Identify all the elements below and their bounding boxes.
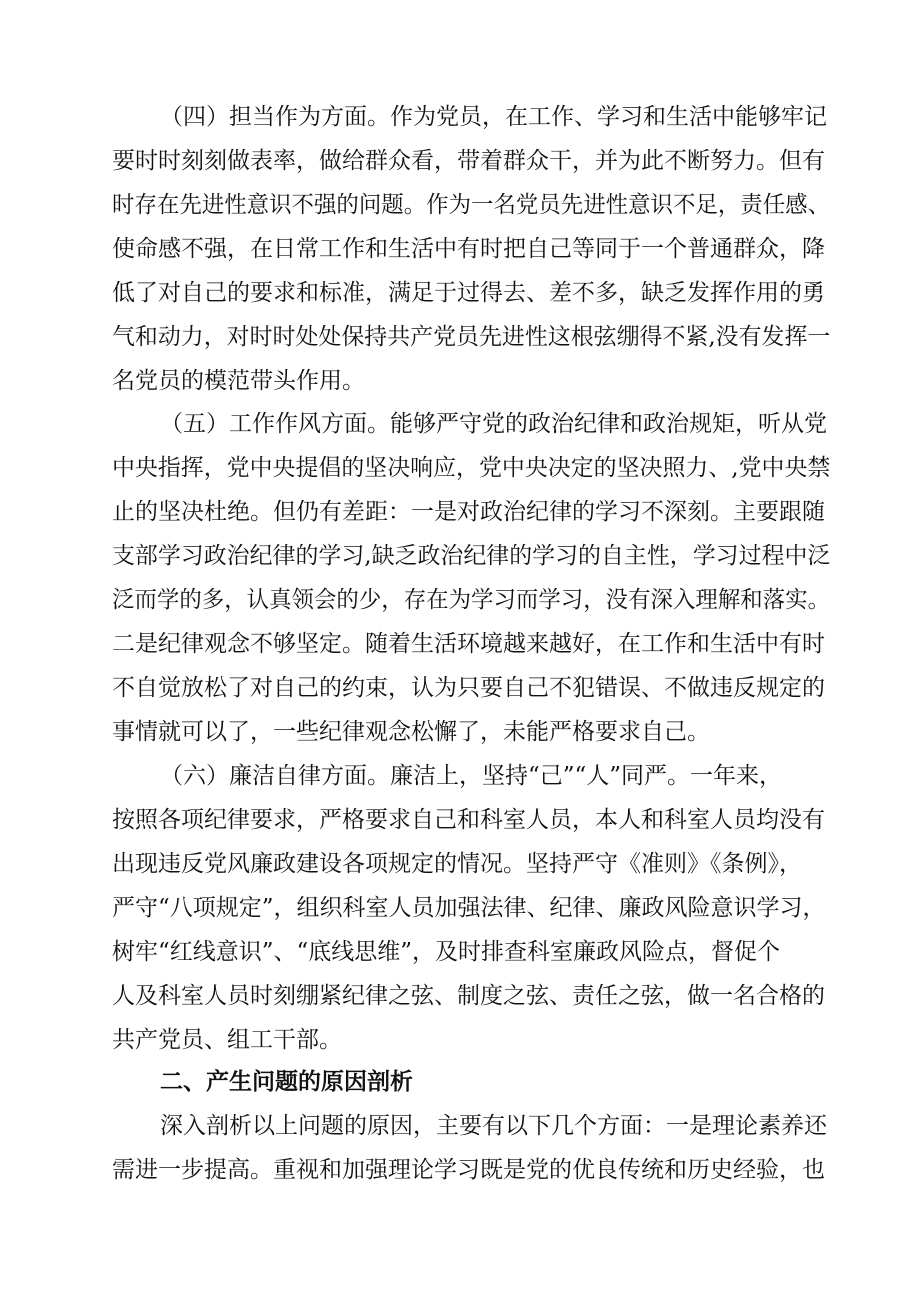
para-6-line-5: 树牢“红线意识”、“底线思维”，及时排查科室廉政风险点，督促个 bbox=[112, 939, 781, 965]
para-5-line-8: 事情就可以了，一些纪律观念松懈了，未能严格要求自己。 bbox=[112, 719, 710, 745]
para-4-line-1: （四）担当作为方面。作为党员，在工作、学习和生活中能够牢记 bbox=[160, 104, 827, 130]
para-6-line-7: 共产党员、组工干部。 bbox=[112, 1027, 342, 1053]
para-7-line-1: 深入剖析以上问题的原因，主要有以下几个方面：一是理论素养还 bbox=[160, 1113, 827, 1139]
para-5-line-5: 泛而学的多，认真领会的少，存在为学习而学习，没有深入理解和落实。 bbox=[112, 587, 830, 613]
para-4-line-5: 低了对自己的要求和标准，满足于过得去、差不多，缺乏发挥作用的勇 bbox=[112, 280, 825, 306]
para-5-line-4: 支部学习政治纪律的学习,缺乏政治纪律的学习的自主性，学习过程中泛 bbox=[112, 543, 831, 569]
para-4-line-3: 时存在先进性意识不强的问题。作为一名党员先进性意识不足，责任感、 bbox=[112, 192, 830, 218]
para-5-line-2: 中央指挥，党中央提倡的坚决响应，党中央决定的坚决照力、,党中央禁 bbox=[112, 455, 831, 481]
para-6-line-4: 严守“八项规定”，组织科室人员加强法律、纪律、廉政风险意识学习， bbox=[112, 895, 826, 921]
para-4-line-2: 要时时刻刻做表率，做给群众看，带着群众干，并为此不断努力。但有 bbox=[112, 148, 825, 174]
para-5-line-6: 二是纪律观念不够坚定。随着生活环境越来越好，在工作和生活中有时 bbox=[112, 631, 825, 657]
para-6-line-6: 人及科室人员时刻绷紧纪律之弦、制度之弦、责任之弦，做一名合格的 bbox=[112, 983, 825, 1009]
para-6-line-3: 出现违反党风廉政建设各项规定的情况。坚持严守《准则》《条例》， bbox=[112, 851, 802, 877]
para-4-line-4: 使命感不强，在日常工作和生活中有时把自己等同于一个普通群众，降 bbox=[112, 236, 825, 262]
para-7-line-2: 需进一步提高。重视和加强理论学习既是党的优良传统和历史经验，也 bbox=[112, 1157, 825, 1183]
para-4-line-7: 名党员的模范带头作用。 bbox=[112, 368, 365, 394]
para-6-line-2: 按照各项纪律要求，严格要求自己和科室人员，本人和科室人员均没有 bbox=[112, 807, 825, 833]
para-4-line-6: 气和动力，对时时处处保持共产党员先进性这根弦绷得不紧,没有发挥一 bbox=[112, 324, 831, 350]
para-5-line-1: （五）工作作风方面。能够严守党的政治纪律和政治规矩，听从党 bbox=[160, 411, 827, 437]
para-6-line-1: （六）廉洁自律方面。廉洁上，坚持“己”“人”同严。一年来， bbox=[160, 763, 783, 789]
para-5-line-7: 不自觉放松了对自己的约束，认为只要自己不犯错误、不做违反规定的 bbox=[112, 675, 825, 701]
para-5-line-3: 止的坚决杜绝。但仍有差距：一是对政治纪律的学习不深刻。主要跟随 bbox=[112, 499, 825, 525]
section-heading: 二、产生问题的原因剖析 bbox=[160, 1069, 413, 1095]
